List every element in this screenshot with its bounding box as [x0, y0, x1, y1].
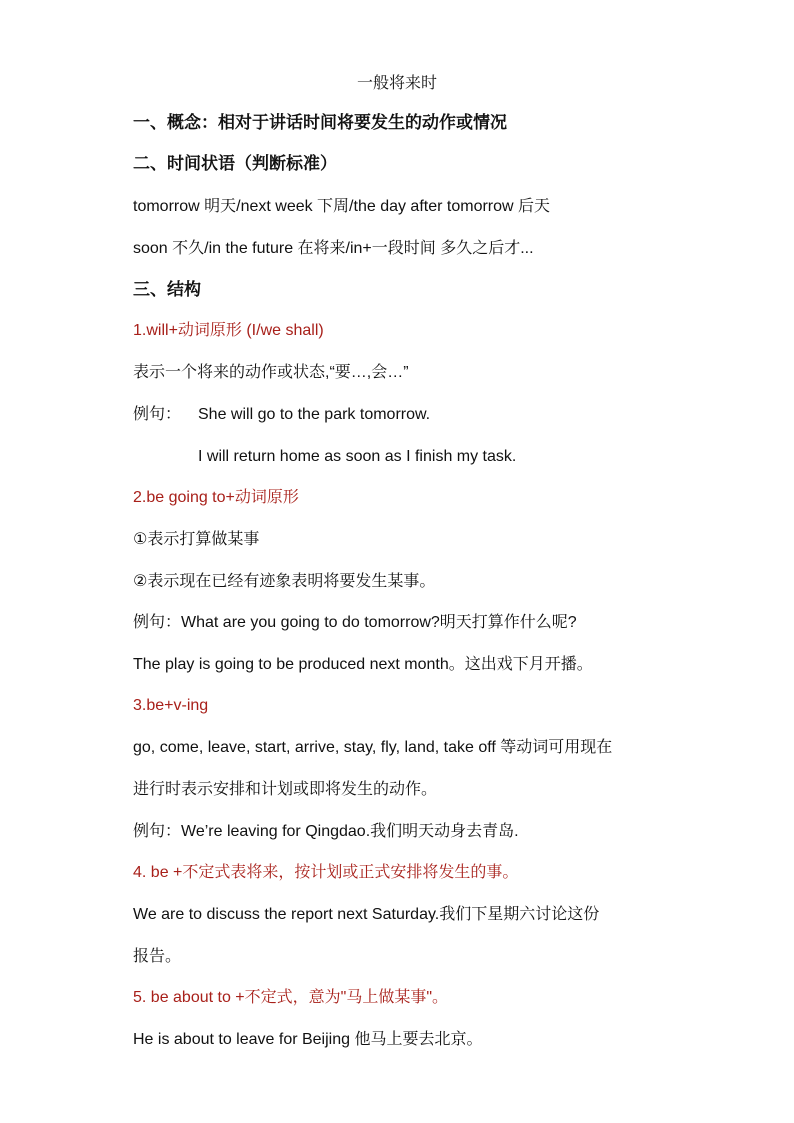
example-sentence: She will go to the park tomorrow. — [198, 406, 431, 423]
section-time-adverbials: 二、时间状语（判断标准） — [133, 154, 337, 173]
adverbials-line-1: tomorrow 明天/next week 下周/the day after tomorrow 后天 — [133, 198, 551, 215]
section-concept: 一、概念：相对于讲话时间将要发生的动作或情况 — [133, 113, 507, 132]
structure-1-example-2: I will return home as soon as I finish my task. — [198, 448, 517, 465]
structure-4-example-1: We are to discuss the report next Saturday.我们下星期六讨论这份 — [133, 906, 600, 923]
structure-5-heading: 5. be about to +不定式，意为"马上做某事"。 — [133, 989, 449, 1006]
structure-2-example-1: 例句：What are you going to do tomorrow?明天打算作什么呢? — [133, 614, 577, 631]
example-label: 例句： — [133, 406, 182, 423]
adverbials-line-2: soon 不久/in the future 在将来/in+一段时间 多久之后才... — [133, 240, 534, 257]
structure-2-item-2: ②表示现在已经有迹象表明将要发生某事。 — [133, 573, 436, 590]
page-title: 一般将来时 — [356, 75, 437, 92]
structure-1-example-1 — [133, 404, 430, 426]
structure-2-heading: 2.be going to+动词原形 — [133, 489, 299, 506]
structure-2-item-1: ①表示打算做某事 — [133, 531, 260, 548]
structure-5-example: He is about to leave for Beijing 他马上要去北京。 — [133, 1031, 483, 1048]
structure-4-example-2: 报告。 — [133, 948, 182, 965]
structure-4-heading: 4. be +不定式表将来，按计划或正式安排将发生的事。 — [133, 864, 519, 881]
structure-2-example-2: The play is going to be produced next month。这出戏下月开播。 — [133, 656, 593, 673]
section-structure: 三、结构 — [133, 280, 201, 299]
structure-1-heading: 1.will+动词原形 (I/we shall) — [133, 322, 324, 339]
structure-1-description: 表示一个将来的动作或状态,“要…,会…” — [133, 364, 409, 381]
structure-3-example: 例句：We’re leaving for Qingdao.我们明天动身去青岛. — [133, 823, 519, 840]
structure-3-description-1: go, come, leave, start, arrive, stay, fly, land, take off 等动词可用现在 — [133, 739, 613, 756]
structure-3-heading: 3.be+v-ing — [133, 697, 209, 714]
structure-3-description-2: 进行时表示安排和计划或即将发生的动作。 — [133, 781, 438, 798]
